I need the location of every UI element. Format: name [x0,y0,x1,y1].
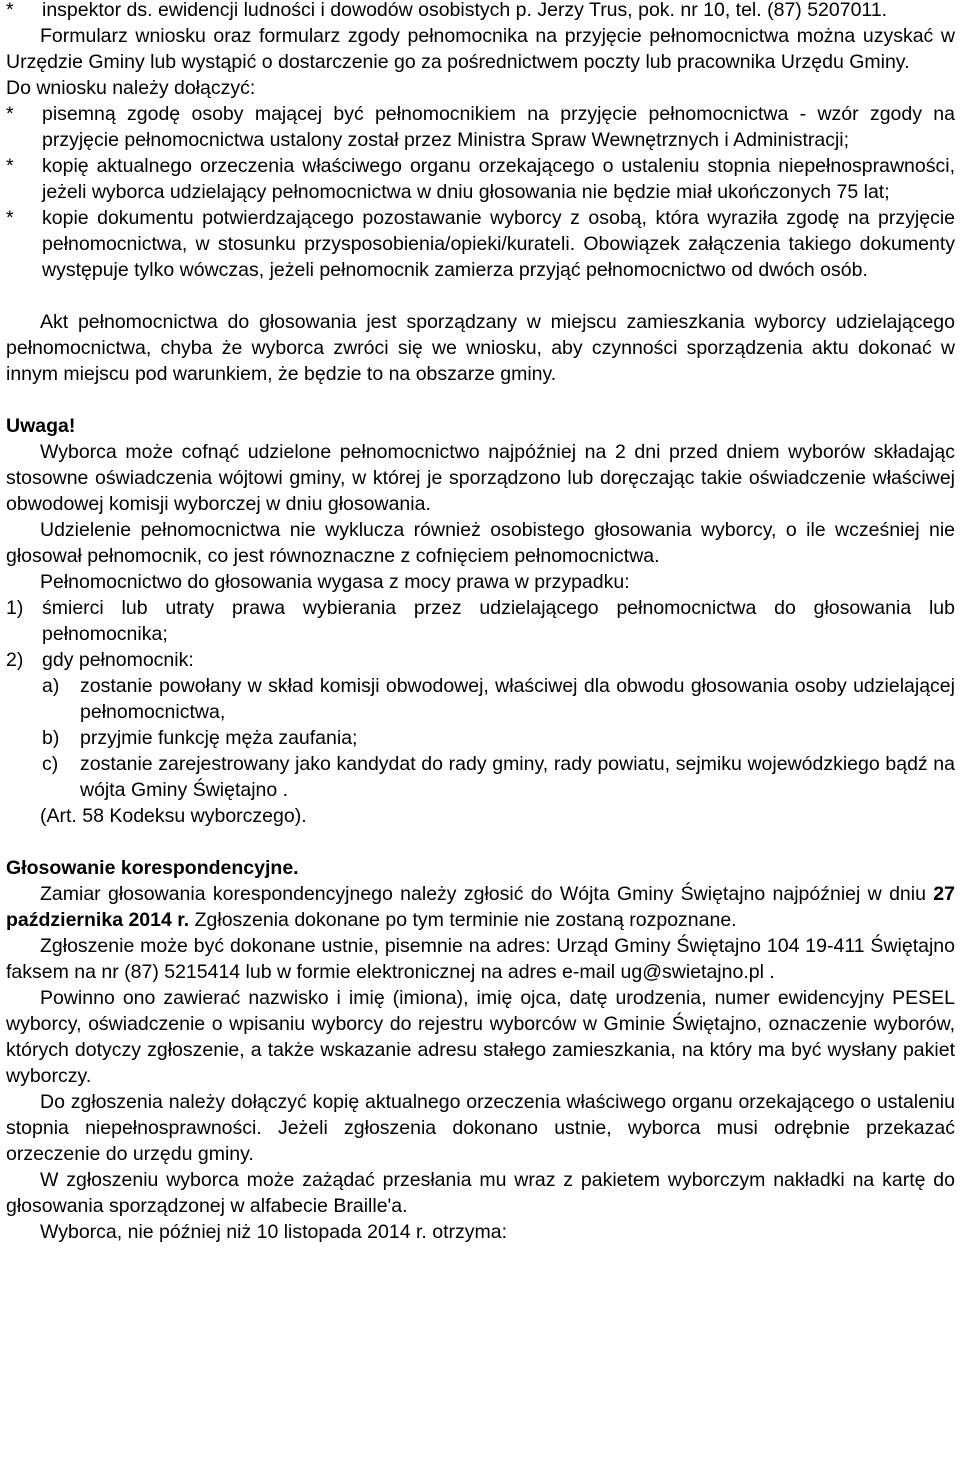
act-paragraph: Akt pełnomocnictwa do głosowania jest sporządzany w miejscu zamieszkania wyborcy udzielającego pełnomocnictwa, chyba że wyborca zwróci się we wniosku, aby czynności sporządzenia aktu dokonać w innym miejscu pod warunkiem, że będzie to na obszarze gminy. [6,311,955,385]
expiry-item-text: gdy pełnomocnik: [42,649,194,671]
expiry-item [6,647,955,673]
form-info-paragraph: Formularz wniosku oraz formularz zgody pełnomocnika na przyjęcie pełnomocnictwa można uzyskać w Urzędzie Gminy lub wystąpić o dostarczenie go za pośrednictwem poczty lub pracownika Urzędu Gminy. [6,25,955,73]
attach-item [6,205,955,283]
attach-item [6,153,955,205]
bullet-mark: * [6,155,14,177]
spacer [6,829,955,855]
inspector-item [6,0,955,23]
bullet-mark: * [6,0,14,21]
warning-title: Uwaga! [6,415,76,437]
item-letter: c) [42,753,59,775]
postal-paragraph: Do zgłoszenia należy dołączyć kopię aktualnego orzeczenia właściwego organu orzekającego o ustaleniu stopnia niepełnosprawności. Jeżeli zgłoszenia dokonano ustnie, wyborca musi odrębnie przekazać orzeczenie do urzędu gminy. [6,1091,955,1165]
sub-item [6,725,955,751]
bullet-mark: * [6,207,14,229]
postal-deadline-text: Zamiar głosowania korespondencyjnego należy zgłosić do Wójta Gminy Świętajno najpóźniej w dniu [40,883,934,905]
attach-item-text: pisemną zgodę osoby mającej być pełnomocnikiem na przyjęcie pełnomocnictwa - wzór zgody na przyjęcie pełnomocnictwa ustalony został przez Ministra Spraw Wewnętrznych i Administracji; [42,103,955,151]
spacer [6,387,955,413]
postal-deadline-paragraph [6,881,955,933]
sub-item [6,751,955,803]
attach-item-text: kopię aktualnego orzeczenia właściwego organu orzekającego o ustaleniu stopnia niepełnosprawności, jeżeli wyborca udzielający pełnomocnictwa w dniu głosowania nie będzie miał ukończonych 75 lat; [42,155,955,203]
warning-paragraph: Pełnomocnictwo do głosowania wygasa z mocy prawa w przypadku: [40,571,630,593]
sub-item-text: zostanie powołany w skład komisji obwodowej, właściwej dla obwodu głosowania osoby udzielającej pełnomocnictwa, [80,675,955,723]
sub-item-text: przyjmie funkcję męża zaufania; [80,727,358,749]
postal-paragraph: Wyborca, nie później niż 10 listopada 2014 r. otrzyma: [40,1221,507,1243]
warning-paragraph: Wyborca może cofnąć udzielone pełnomocnictwo najpóźniej na 2 dni przed dniem wyborów składając stosowne oświadczenia wójtowi gminy, w której je sporządzono lub doręczając takie oświadczenie właściwej obwodowej komisji wyborczej w dniu głosowania. [6,441,955,515]
sub-item-text: zostanie zarejestrowany jako kandydat do rady gminy, rady powiatu, sejmiku wojewódzkiego bądź na wójta Gminy Świętajno . [80,753,955,801]
postal-deadline-date: 27 października 2014 r. [6,883,955,931]
expiry-item-text: śmierci lub utraty prawa wybierania przez udzielającego pełnomocnictwa do głosowania lub pełnomocnika; [42,597,955,645]
expiry-item [6,595,955,647]
inspector-text: inspektor ds. ewidencji ludności i dowodów osobistych p. Jerzy Trus, pok. nr 10, tel. (87) 5207011. [42,0,888,21]
spacer [6,283,955,309]
postal-voting-title: Głosowanie korespondencyjne. [6,857,299,879]
attach-intro: Do wniosku należy dołączyć: [6,77,256,99]
item-number: 2) [6,649,24,671]
postal-paragraph: Zgłoszenie może być dokonane ustnie, pisemnie na adres: Urząd Gminy Świętajno 104 19-411 Świętajno faksem na nr (87) 5215414 lub w formie elektronicznej na adres e-mail ug@swietajno.pl . [6,935,955,983]
postal-paragraph: W zgłoszeniu wyborca może zażądać przesłania mu wraz z pakietem wyborczym nakładki na kartę do głosowania sporządzonej w alfabecie Braille'a. [6,1169,955,1217]
warning-paragraph: Udzielenie pełnomocnictwa nie wyklucza również osobistego głosowania wyborcy, o ile wcześniej nie głosował pełnomocnik, co jest równoznaczne z cofnięciem pełnomocnictwa. [6,519,955,567]
postal-paragraph: Powinno ono zawierać nazwisko i imię (imiona), imię ojca, datę urodzenia, numer ewidencyjny PESEL wyborcy, oświadczenie o wpisaniu wyborcy do rejestru wyborców w Gminie Świętajno, oznaczenie wyborów, których dotyczy zgłoszenie, a także wskazanie adresu stałego zamieszkania, na który ma być wysłany pakiet wyborczy. [6,987,955,1087]
sub-item [6,673,955,725]
postal-deadline-text-end: Zgłoszenia dokonane po tym terminie nie zostaną rozpoznane. [189,909,737,931]
bullet-mark: * [6,103,14,125]
item-number: 1) [6,597,24,619]
item-letter: a) [42,675,60,697]
item-letter: b) [42,727,60,749]
attach-item [6,101,955,153]
article-reference: (Art. 58 Kodeksu wyborczego). [40,805,307,827]
attach-item-text: kopie dokumentu potwierdzającego pozostawanie wyborcy z osobą, która wyraziła zgodę na przyjęcie pełnomocnictwa, w stosunku przysposobienia/opieki/kurateli. Obowiązek załączenia takiego dokumenty występuje tylko wówczas, jeżeli pełnomocnik zamierza przyjąć pełnomocnictwo od dwóch osób. [42,207,955,281]
